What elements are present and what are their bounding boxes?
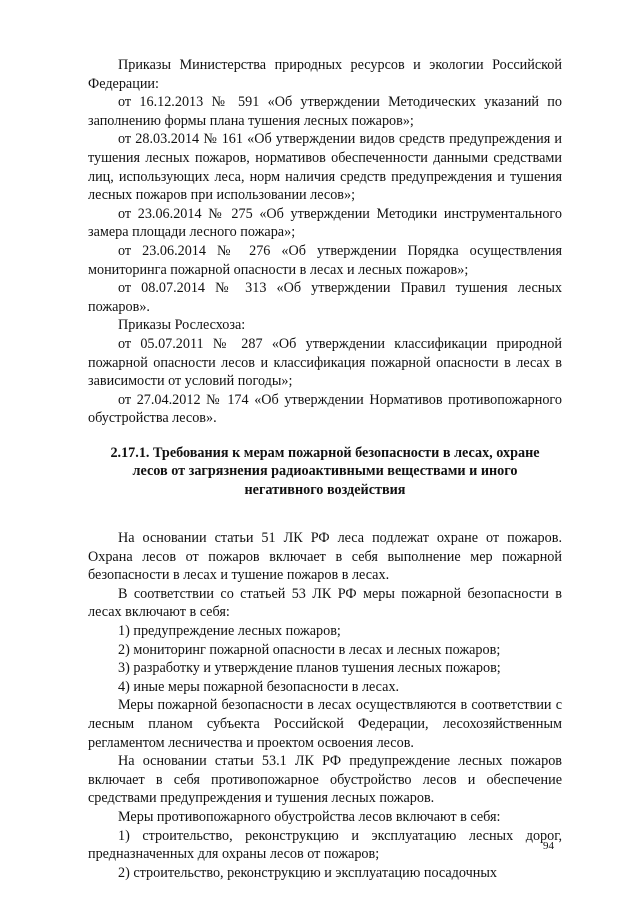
section-paragraph: В соответствии со статьей 53 ЛК РФ меры пожарной безопасности в лесах включают в себя:: [88, 585, 562, 621]
section-paragraph: Меры противопожарного обустройства лесов включают в себя:: [118, 809, 501, 825]
list-item: 1) строительство, реконструкцию и эксплуатацию лесных дорог, предназначенных для охраны лесов от пожаров;: [88, 827, 562, 863]
section-paragraph: Меры пожарной безопасности в лесах осуществляются в соответствии с лесным планом субъекта Российской Федерации, лесохозяйственным регламентом лесничества и проектом освоения лесов.: [88, 697, 562, 751]
section-paragraph: На основании статьи 53.1 ЛК РФ предупреждение лесных пожаров включает в себя противопожарное обустройство лесов и обеспечение средствами предупреждения и тушения лесных пожаров.: [88, 753, 562, 807]
agency-orders-intro: Приказы Рослесхоза:: [118, 317, 246, 334]
page-number: 94: [543, 840, 554, 852]
ministry-order-item: от 23.06.2014 № 275 «Об утверждении Методики инструментального замера площади лесного пожара»;: [88, 205, 562, 241]
ministry-order-item: от 23.06.2014 № 276 «Об утверждении Порядка осуществления мониторинга пожарной опасности в лесах и лесных пожаров»;: [88, 242, 562, 278]
agency-order-item: от 05.07.2011 № 287 «Об утверждении классификации природной пожарной опасности лесов и классификация пожарной опасности в лесах в зависимости от условий погоды»;: [88, 335, 562, 390]
list-item: 2) строительство, реконструкцию и эксплуатацию посадочных: [118, 864, 497, 881]
list-item: 1) предупреждение лесных пожаров;: [118, 623, 341, 640]
agency-order-item: от 27.04.2012 № 174 «Об утверждении Нормативов противопожарного обустройства лесов».: [88, 391, 562, 427]
ministry-orders-intro: Приказы Министерства природных ресурсов и экологии Российской Федерации:: [88, 57, 562, 92]
list-item: 2) мониторинг пожарной опасности в лесах и лесных пожаров;: [118, 641, 501, 658]
section-heading: 2.17.1. Требования к мерам пожарной безопасности в лесах, охране лесов от загрязнения радиоактивными веществами и иного негативного воздействия: [110, 444, 540, 498]
list-item: 3) разработку и утверждение планов тушения лесных пожаров;: [118, 660, 501, 677]
document-page: [88, 56, 562, 882]
spacer: [88, 499, 562, 529]
ministry-order-item: от 28.03.2014 № 161 «Об утверждении видов средств предупреждения и тушения лесных пожаров, нормативов обеспеченности данными средствами лиц, использующих леса, норм наличия средств предупреждения и тушения лесных пожаров при использовании лесов»;: [88, 131, 562, 204]
section-paragraph: На основании статьи 51 ЛК РФ леса подлежат охране от пожаров. Охрана лесов от пожаров включает в себя выполнение мер пожарной безопасности в лесах и тушение пожаров в лесах.: [88, 530, 562, 584]
list-item: 4) иные меры пожарной безопасности в лесах.: [118, 678, 400, 695]
ministry-order-item: от 08.07.2014 № 313 «Об утверждении Правил тушения лесных пожаров».: [88, 280, 562, 315]
ministry-order-item: от 16.12.2013 № 591 «Об утверждении Методических указаний по заполнению формы плана тушения лесных пожаров»;: [88, 94, 562, 129]
